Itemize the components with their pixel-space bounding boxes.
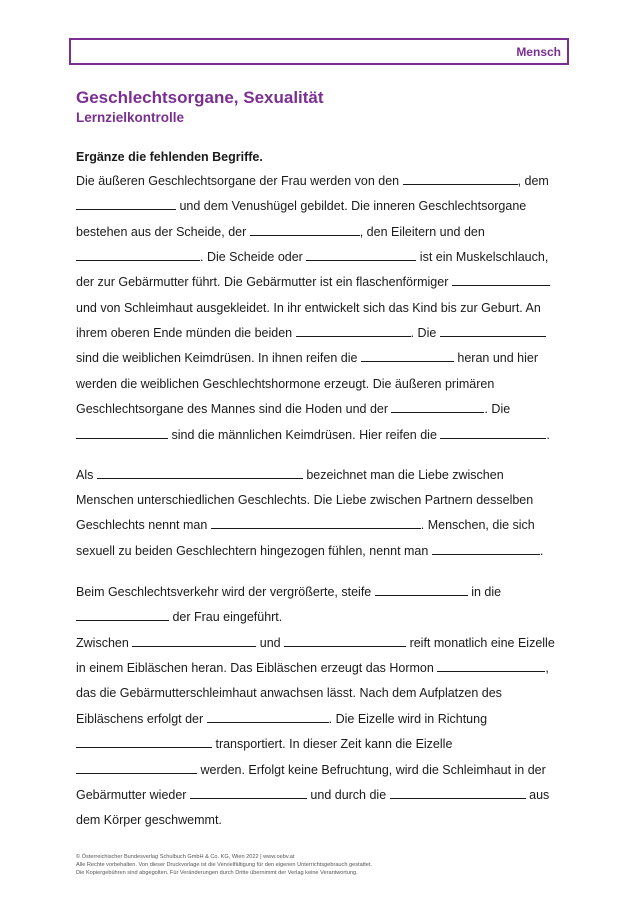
text-segment: der zur Gebärmutter führt. Die Gebärmutter ist ein flaschenförmiger — [76, 275, 452, 289]
text-line — [76, 635, 555, 651]
text-line — [76, 517, 535, 533]
text-segment: werden die weiblichen Geschlechtshormone erzeugt. Die äußeren primären — [76, 377, 495, 391]
text-segment: heran und hier — [453, 351, 538, 365]
text-segment: Als — [76, 468, 97, 482]
text-line — [76, 609, 282, 625]
footer-line: © Österreichischer Bundesverlag Schulbuch GmbH & Co. KG, Wien 2022 | www.oebv.at — [76, 854, 295, 860]
fill-in-blank[interactable] — [390, 787, 526, 799]
text-segment: Eibläschens erfolgt der — [76, 712, 207, 726]
fill-in-blank[interactable] — [250, 224, 360, 236]
text-line — [76, 492, 533, 508]
text-segment: Geschlechtsorgane des Mannes sind die Hoden und der — [76, 402, 392, 416]
fill-in-blank[interactable] — [76, 249, 200, 261]
text-line — [76, 198, 526, 214]
fill-in-blank[interactable] — [132, 635, 256, 647]
text-segment: bezeichnet man die Liebe zwischen — [302, 468, 504, 482]
text-segment: , dem — [517, 174, 549, 188]
text-line — [76, 543, 543, 559]
fill-in-blank[interactable] — [76, 736, 212, 748]
text-line — [76, 787, 549, 803]
text-line — [76, 325, 546, 341]
text-line — [76, 660, 549, 676]
text-line — [76, 762, 546, 778]
fill-in-blank[interactable] — [440, 427, 546, 439]
text-segment: . Menschen, die sich — [420, 518, 535, 532]
fill-in-blank[interactable] — [375, 584, 468, 596]
fill-in-blank[interactable] — [432, 543, 540, 555]
text-segment: in einem Eibläschen heran. Das Eibläschen erzeugt das Hormon — [76, 661, 438, 675]
text-line — [76, 173, 549, 189]
text-segment: und von Schleimhaut ausgekleidet. In ihr entwickelt sich das Kind bis zur Geburt. An — [76, 301, 541, 315]
text-segment: werden. Erfolgt keine Befruchtung, wird die Schleimhaut in der — [197, 763, 546, 777]
fill-in-blank[interactable] — [76, 762, 197, 774]
fill-in-blank[interactable] — [284, 635, 406, 647]
text-line — [76, 249, 548, 265]
text-segment: der Frau eingeführt. — [169, 610, 283, 624]
footer-line: Alle Rechte vorbehalten. Von dieser Druckvorlage ist die Vervielfältigung für den eigenen Unterrichtsgebrauch gestattet. — [76, 862, 373, 868]
text-segment: , — [545, 661, 549, 675]
text-line — [76, 224, 485, 240]
fill-in-blank[interactable] — [76, 198, 176, 210]
text-line — [76, 274, 550, 290]
fill-in-blank[interactable] — [361, 350, 454, 362]
text-segment: aus — [525, 788, 550, 802]
fill-in-blank[interactable] — [391, 401, 484, 413]
footer — [76, 853, 576, 877]
fill-in-blank[interactable] — [97, 467, 303, 479]
text-segment: in die — [467, 585, 502, 599]
text-line — [76, 584, 501, 600]
instruction: Ergänze die fehlenden Begriffe. — [76, 150, 263, 164]
text-segment: . Die Eizelle wird in Richtung — [328, 712, 488, 726]
text-line — [76, 376, 494, 392]
text-segment: Geschlechts nennt man — [76, 518, 211, 532]
text-segment: Beim Geschlechtsverkehr wird der vergrößerte, steife — [76, 585, 375, 599]
text-line — [76, 350, 538, 366]
text-segment: ist ein Muskelschlauch, — [416, 250, 549, 264]
text-segment: und durch die — [306, 788, 390, 802]
text-segment: . Die Scheide oder — [200, 250, 307, 264]
text-segment: bestehen aus der Scheide, der — [76, 225, 250, 239]
text-line — [76, 467, 504, 483]
text-line — [76, 300, 541, 316]
text-segment: ihrem oberen Ende münden die beiden — [76, 326, 296, 340]
text-segment: . Die — [484, 402, 511, 416]
fill-in-blank[interactable] — [76, 609, 169, 621]
text-segment: Die äußeren Geschlechtsorgane der Frau werden von den — [76, 174, 403, 188]
text-segment: Zwischen — [76, 636, 133, 650]
text-segment: sexuell zu beiden Geschlechtern hingezogen fühlen, nennt man — [76, 544, 432, 558]
footer-line: Die Kopiergebühren sind abgegolten. Für Veränderungen durch Dritte übernimmt der Verlag keine Verantwortung. — [76, 870, 358, 876]
text-line — [76, 736, 452, 752]
text-line — [76, 711, 487, 727]
fill-in-blank[interactable] — [76, 427, 168, 439]
fill-in-blank[interactable] — [296, 325, 411, 337]
text-segment: reift monatlich eine Eizelle — [406, 636, 555, 650]
text-segment: und dem Venushügel gebildet. Die inneren Geschlechtsorgane — [176, 199, 527, 213]
fill-in-blank[interactable] — [207, 711, 329, 723]
text-segment: . — [539, 544, 544, 558]
text-segment: das die Gebärmutterschleimhaut anwachsen lässt. Nach dem Aufplatzen des — [76, 686, 502, 700]
header-box — [69, 38, 569, 65]
page-subtitle: Lernzielkontrolle — [76, 110, 185, 125]
text-segment: . Die — [410, 326, 440, 340]
page-title: Geschlechtsorgane, Sexualität — [76, 88, 324, 107]
fill-in-blank[interactable] — [190, 787, 307, 799]
text-segment: sind die weiblichen Keimdrüsen. In ihnen reifen die — [76, 351, 361, 365]
fill-in-blank[interactable] — [403, 173, 518, 185]
text-segment: , den Eileitern und den — [359, 225, 485, 239]
text-line — [76, 427, 550, 443]
text-segment: sind die männlichen Keimdrüsen. Hier reifen die — [168, 428, 441, 442]
text-line — [76, 401, 510, 417]
text-segment: transportiert. In dieser Zeit kann die Eizelle — [212, 737, 453, 751]
fill-in-blank[interactable] — [452, 274, 550, 286]
fill-in-blank[interactable] — [437, 660, 545, 672]
text-line — [76, 685, 502, 701]
fill-in-blank[interactable] — [440, 325, 546, 337]
text-segment: Menschen unterschiedlichen Geschlechts. Die Liebe zwischen Partnern desselben — [76, 493, 534, 507]
text-segment: Gebärmutter wieder — [76, 788, 190, 802]
header-label: Mensch — [516, 45, 561, 59]
text-line — [76, 812, 222, 828]
text-segment: . — [546, 428, 550, 442]
text-segment: und — [256, 636, 285, 650]
fill-in-blank[interactable] — [211, 517, 421, 529]
fill-in-blank[interactable] — [306, 249, 416, 261]
text-segment: dem Körper geschwemmt. — [76, 813, 222, 827]
